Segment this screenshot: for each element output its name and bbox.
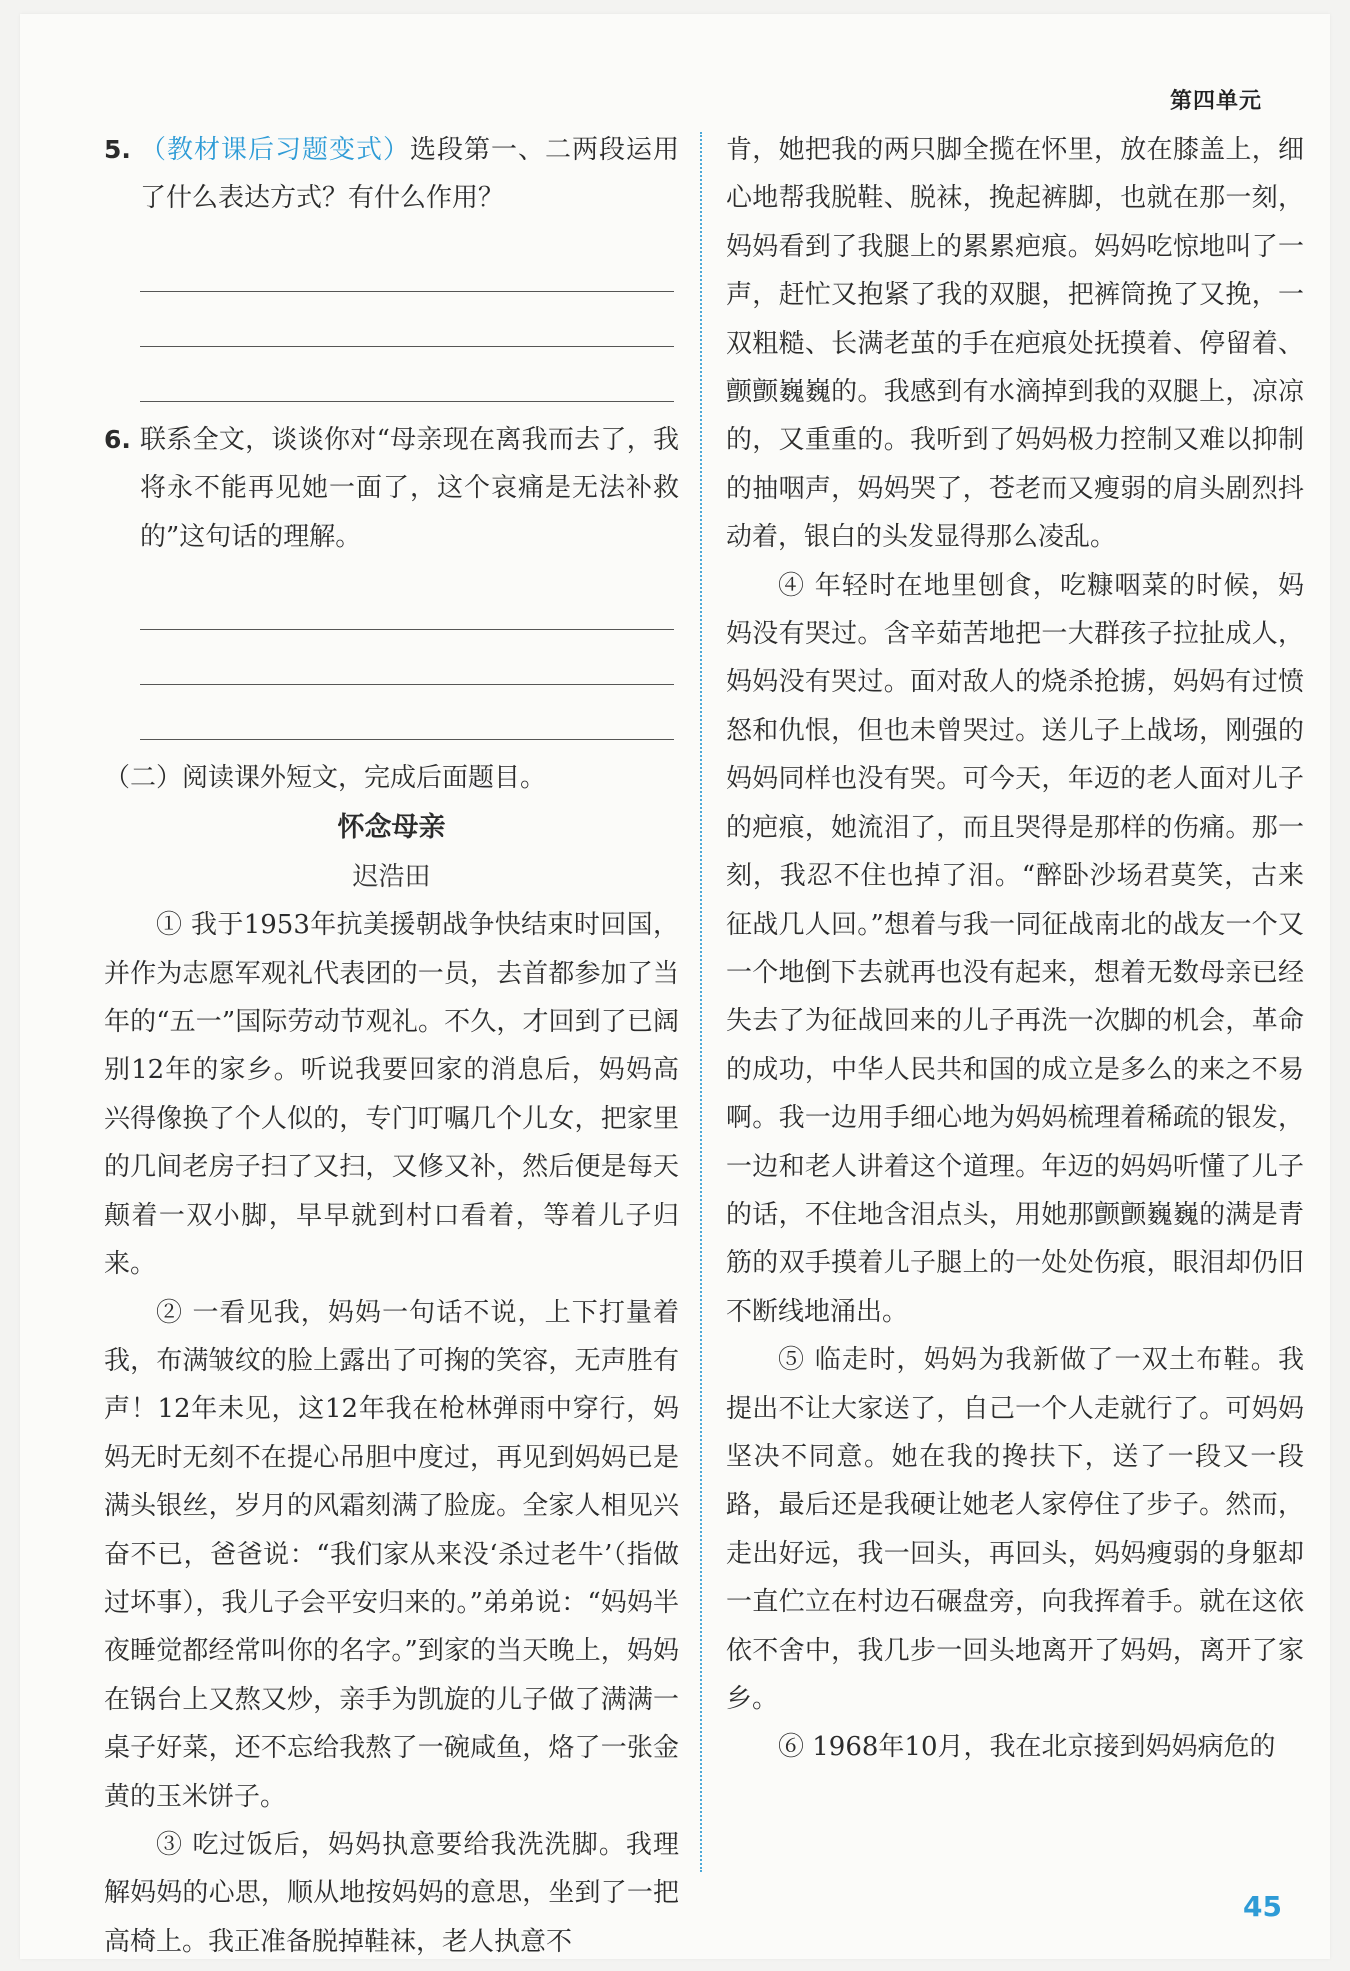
paragraph-3-continued: 肯，她把我的两只脚全揽在怀里，放在膝盖上，细心地帮我脱鞋、脱袜，挽起裤脚，也就在那一刻，妈妈看到了我腿上的累累疤痕。妈妈吃惊地叫了一声，赶忙又抱紧了我的双腿，把裤筒挽了又挽，一双粗糙、长满老茧的手在疤痕处抚摸着、停留着、颤颤巍巍的。我感到有水滴掉到我的双腿上，凉凉的，又重重的。我听到了妈妈极力控制又难以抑制的抽咽声，妈妈哭了，苍老而又瘦弱的肩头剧烈抖动着，银白的头发显得那么凌乱。 [726,135,1304,553]
section-heading: （二）阅读课外短文，完成后面题目。 [104,763,547,794]
question-6 [104,416,679,561]
question-text [140,126,679,223]
page-number: 45 [1243,1890,1282,1923]
question-tag: （教材课后习题变式） [140,135,410,165]
paragraph-1: ① 我于1953年抗美援朝战争快结束时回国，并作为志愿军观礼代表团的一员，去首都参加了当年的“五一”国际劳动节观礼。不久，才回到了已阔别12年的家乡。听说我要回家的消息后，妈妈高兴得像换了个人似的，专门叮嘱几个儿女，把家里的几间老房子扫了又扫，又修又补，然后便是每天颠着一双小脚，早早就到村口看着，等着儿子归来。 [104,910,679,1280]
answer-line[interactable] [140,292,674,347]
paragraph-3: ③ 吃过饭后，妈妈执意要给我洗洗脚。我理解妈妈的心思，顺从地按妈妈的意思，坐到了一把高椅上。我正准备脱掉鞋袜，老人执意不 [104,1829,679,1957]
answer-line[interactable] [140,237,674,292]
unit-header: 第四单元 [1169,89,1262,114]
left-column [104,126,679,1966]
article-title: 怀念母亲 [337,812,446,844]
paragraph-2: ② 一看见我，妈妈一句话不说，上下打量着我，布满皱纹的脸上露出了可掬的笑容，无声胜有声！12年未见，这12年我在枪林弹雨中穿行，妈妈无时无刻不在提心吊胆中度过，再见到妈妈已是满头银丝，岁月的风霜刻满了脸庞。全家人相见兴奋不已，爸爸说：“我们家从来没‘杀过老牛’（指做过坏事），我儿子会平安归来的。”弟弟说：“妈妈半夜睡觉都经常叫你的名字。”到家的当天晚上，妈妈在锅台上又熬又炒，亲手为凯旋的儿子做了满满一桌子好菜，还不忘给我熬了一碗咸鱼，烙了一张金黄的玉米饼子。 [104,1297,679,1812]
question-body: 联系全文，谈谈你对“母亲现在离我而去了，我将永不能再见她一面了，这个哀痛是无法补救的”这句话的理解。 [140,424,679,552]
answer-line[interactable] [140,630,674,685]
paragraph-5: ⑤ 临走时，妈妈为我新做了一双土布鞋。我提出不让大家送了，自己一个人走就行了。可妈妈坚决不同意。她在我的搀扶下，送了一段又一段路，最后还是我硬让她老人家停住了步子。然而，走出好远，我一回头，再回头，妈妈瘦弱的身躯却一直伫立在村边石碾盘旁，向我挥着手。就在这依依不舍中，我几步一回头地离开了妈妈，离开了家乡。 [726,1345,1304,1714]
answer-line[interactable] [140,575,674,630]
column-divider [700,132,702,1872]
paragraph-4: ④ 年轻时在地里刨食，吃糠咽菜的时候，妈妈没有哭过。含辛茹苦地把一大群孩子拉扯成人，妈妈没有哭过。面对敌人的烧杀抢掳，妈妈有过愤怒和仇恨，但也未曾哭过。送儿子上战场，刚强的妈妈同样也没有哭。可今天，年迈的老人面对儿子的疤痕，她流泪了，而且哭得是那样的伤痛。那一刻，我忍不住也掉了泪。“醉卧沙场君莫笑，古来征战几人回。”想着与我一同征战南北的战友一个又一个地倒下去就再也没有起来，想着无数母亲已经失去了为征战回来的儿子再洗一次脚的机会，革命的成功，中华人民共和国的成立是多么的来之不易啊。我一边用手细心地为妈妈梳理着稀疏的银发，一边和老人讲着这个道理。年迈的妈妈听懂了儿子的话，不住地含泪点头，用她那颤颤巍巍的满是青筋的双手摸着儿子腿上的一处处伤痕，眼泪却仍旧不断线地涌出。 [726,570,1304,1327]
question-5 [104,126,679,223]
answer-line[interactable] [140,685,674,740]
question-number: 5. [104,135,131,164]
answer-lines-6[interactable] [140,575,679,740]
paragraph-6: ⑥ 1968年10月，我在北京接到妈妈病危的 [778,1732,1276,1763]
question-body: 选段第一、二两段运用了什么表达方式？有什么作用？ [140,135,679,214]
right-column [726,126,1304,1772]
question-number: 6. [104,424,131,454]
article-author: 迟浩田 [352,861,431,892]
answer-line[interactable] [140,347,674,402]
page [20,14,1330,1959]
answer-lines-5[interactable] [140,237,679,402]
